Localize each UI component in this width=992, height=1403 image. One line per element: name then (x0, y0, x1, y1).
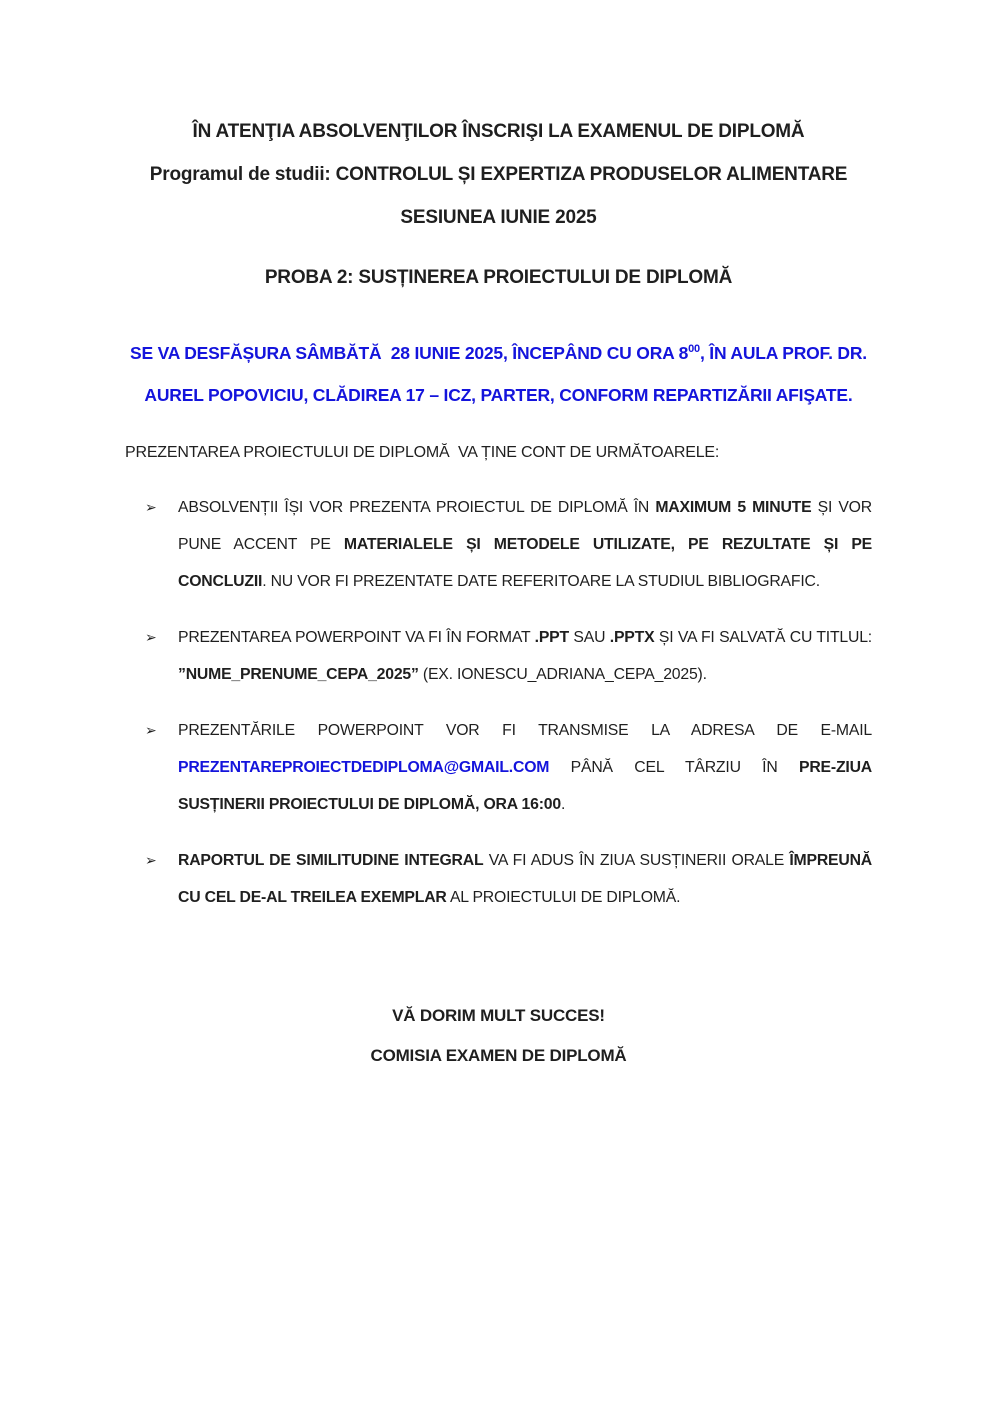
text-segment: PRE-ZIUA SUSȚINERII PROIECTULUI DE DIPLOMĂ, ORA 16:00 (178, 759, 872, 813)
footer-wish: VĂ DORIM MULT SUCCES! (392, 1006, 605, 1025)
list-item-text (178, 852, 872, 906)
text-segment: SE VA DESFĂȘURA SÂMBĂTĂ 28 IUNIE 2025, ÎNCEPÂND CU ORA 8 (130, 343, 689, 363)
arrow-bullet-icon: ➢ (145, 852, 157, 868)
list-item-text (178, 499, 872, 590)
email-address: PREZENTAREPROIECTDEDIPLOMA@GMAIL.COM (178, 759, 550, 776)
list-item (125, 489, 872, 600)
text-segment: ȘI VOR PUNE ACCENT PE (178, 499, 872, 553)
section-title-proba: PROBA 2: SUSȚINEREA PROIECTULUI DE DIPLOMĂ (264, 267, 733, 288)
text-segment: PÂNĂ CEL TÂRZIU ÎN (549, 759, 799, 776)
instructions-list (125, 489, 872, 916)
list-item (125, 619, 872, 693)
text-segment: PREZENTĂRILE POWERPOINT VOR FI TRANSMISE LA ADRESA DE E-MAIL (178, 722, 872, 739)
text-segment: MATERIALELE ȘI METODELE UTILIZATE, PE REZULTATE ȘI PE CONCLUZII (178, 536, 872, 590)
text-segment: ”NUME_PRENUME_CEPA_2025” (178, 666, 419, 683)
text-segment: SAU (568, 629, 610, 646)
title-line-attention: ÎN ATENŢIA ABSOLVENŢILOR ÎNSCRIŞI LA EXAMENUL DE DIPLOMĂ (192, 121, 805, 142)
text-segment: .PPTX (609, 629, 655, 646)
document-header (125, 110, 872, 239)
text-segment: MAXIMUM 5 MINUTE (655, 499, 812, 516)
schedule-notice (125, 332, 872, 416)
text-segment: VA FI ADUS ÎN ZIUA SUSȚINERII ORALE (483, 852, 790, 869)
title-line-session: SESIUNEA IUNIE 2025 (400, 207, 597, 228)
arrow-bullet-icon: ➢ (145, 722, 157, 738)
list-item (125, 712, 872, 823)
list-item (125, 842, 872, 916)
footer-signature: COMISIA EXAMEN DE DIPLOMĂ (370, 1046, 627, 1065)
list-item-text (178, 722, 872, 813)
text-segment: RAPORTUL DE SIMILITUDINE INTEGRAL (178, 852, 484, 869)
text-segment: 00 (688, 343, 700, 356)
text-segment: ÎMPREUNĂ CU CEL DE-AL TREILEA EXEMPLAR (178, 852, 873, 906)
text-segment: . (560, 796, 566, 813)
text-segment: ABSOLVENȚII ÎȘI VOR PREZENTA PROIECTUL DE DIPLOMĂ ÎN (178, 499, 656, 516)
text-segment: , ÎN AULA PROF. DR. AUREL POPOVICIU, CLĂDIREA 17 – ICZ, PARTER, CONFORM REPARTIZĂRII AFIŞATE. (144, 343, 871, 405)
arrow-bullet-icon: ➢ (145, 499, 157, 515)
intro-line: PREZENTAREA PROIECTULUI DE DIPLOMĂ VA ȚINE CONT DE URMĂTOARELE: (125, 444, 720, 461)
text-segment: ȘI VA FI SALVATĂ CU TITLUL: (654, 629, 872, 646)
list-item-text (178, 629, 872, 683)
document-footer (125, 996, 872, 1076)
text-segment: (EX. IONESCU_ADRIANA_CEPA_2025). (418, 666, 707, 683)
text-segment: . NU VOR FI PREZENTATE DATE REFERITOARE LA STUDIUL BIBLIOGRAFIC. (262, 573, 820, 590)
arrow-bullet-icon: ➢ (145, 629, 157, 645)
text-segment: AL PROIECTULUI DE DIPLOMĂ. (446, 889, 681, 906)
text-segment: PREZENTAREA POWERPOINT VA FI ÎN FORMAT (178, 629, 535, 646)
title-line-program: Programul de studii: CONTROLUL ȘI EXPERTIZA PRODUSELOR ALIMENTARE (149, 164, 848, 185)
text-segment: .PPT (534, 629, 569, 646)
